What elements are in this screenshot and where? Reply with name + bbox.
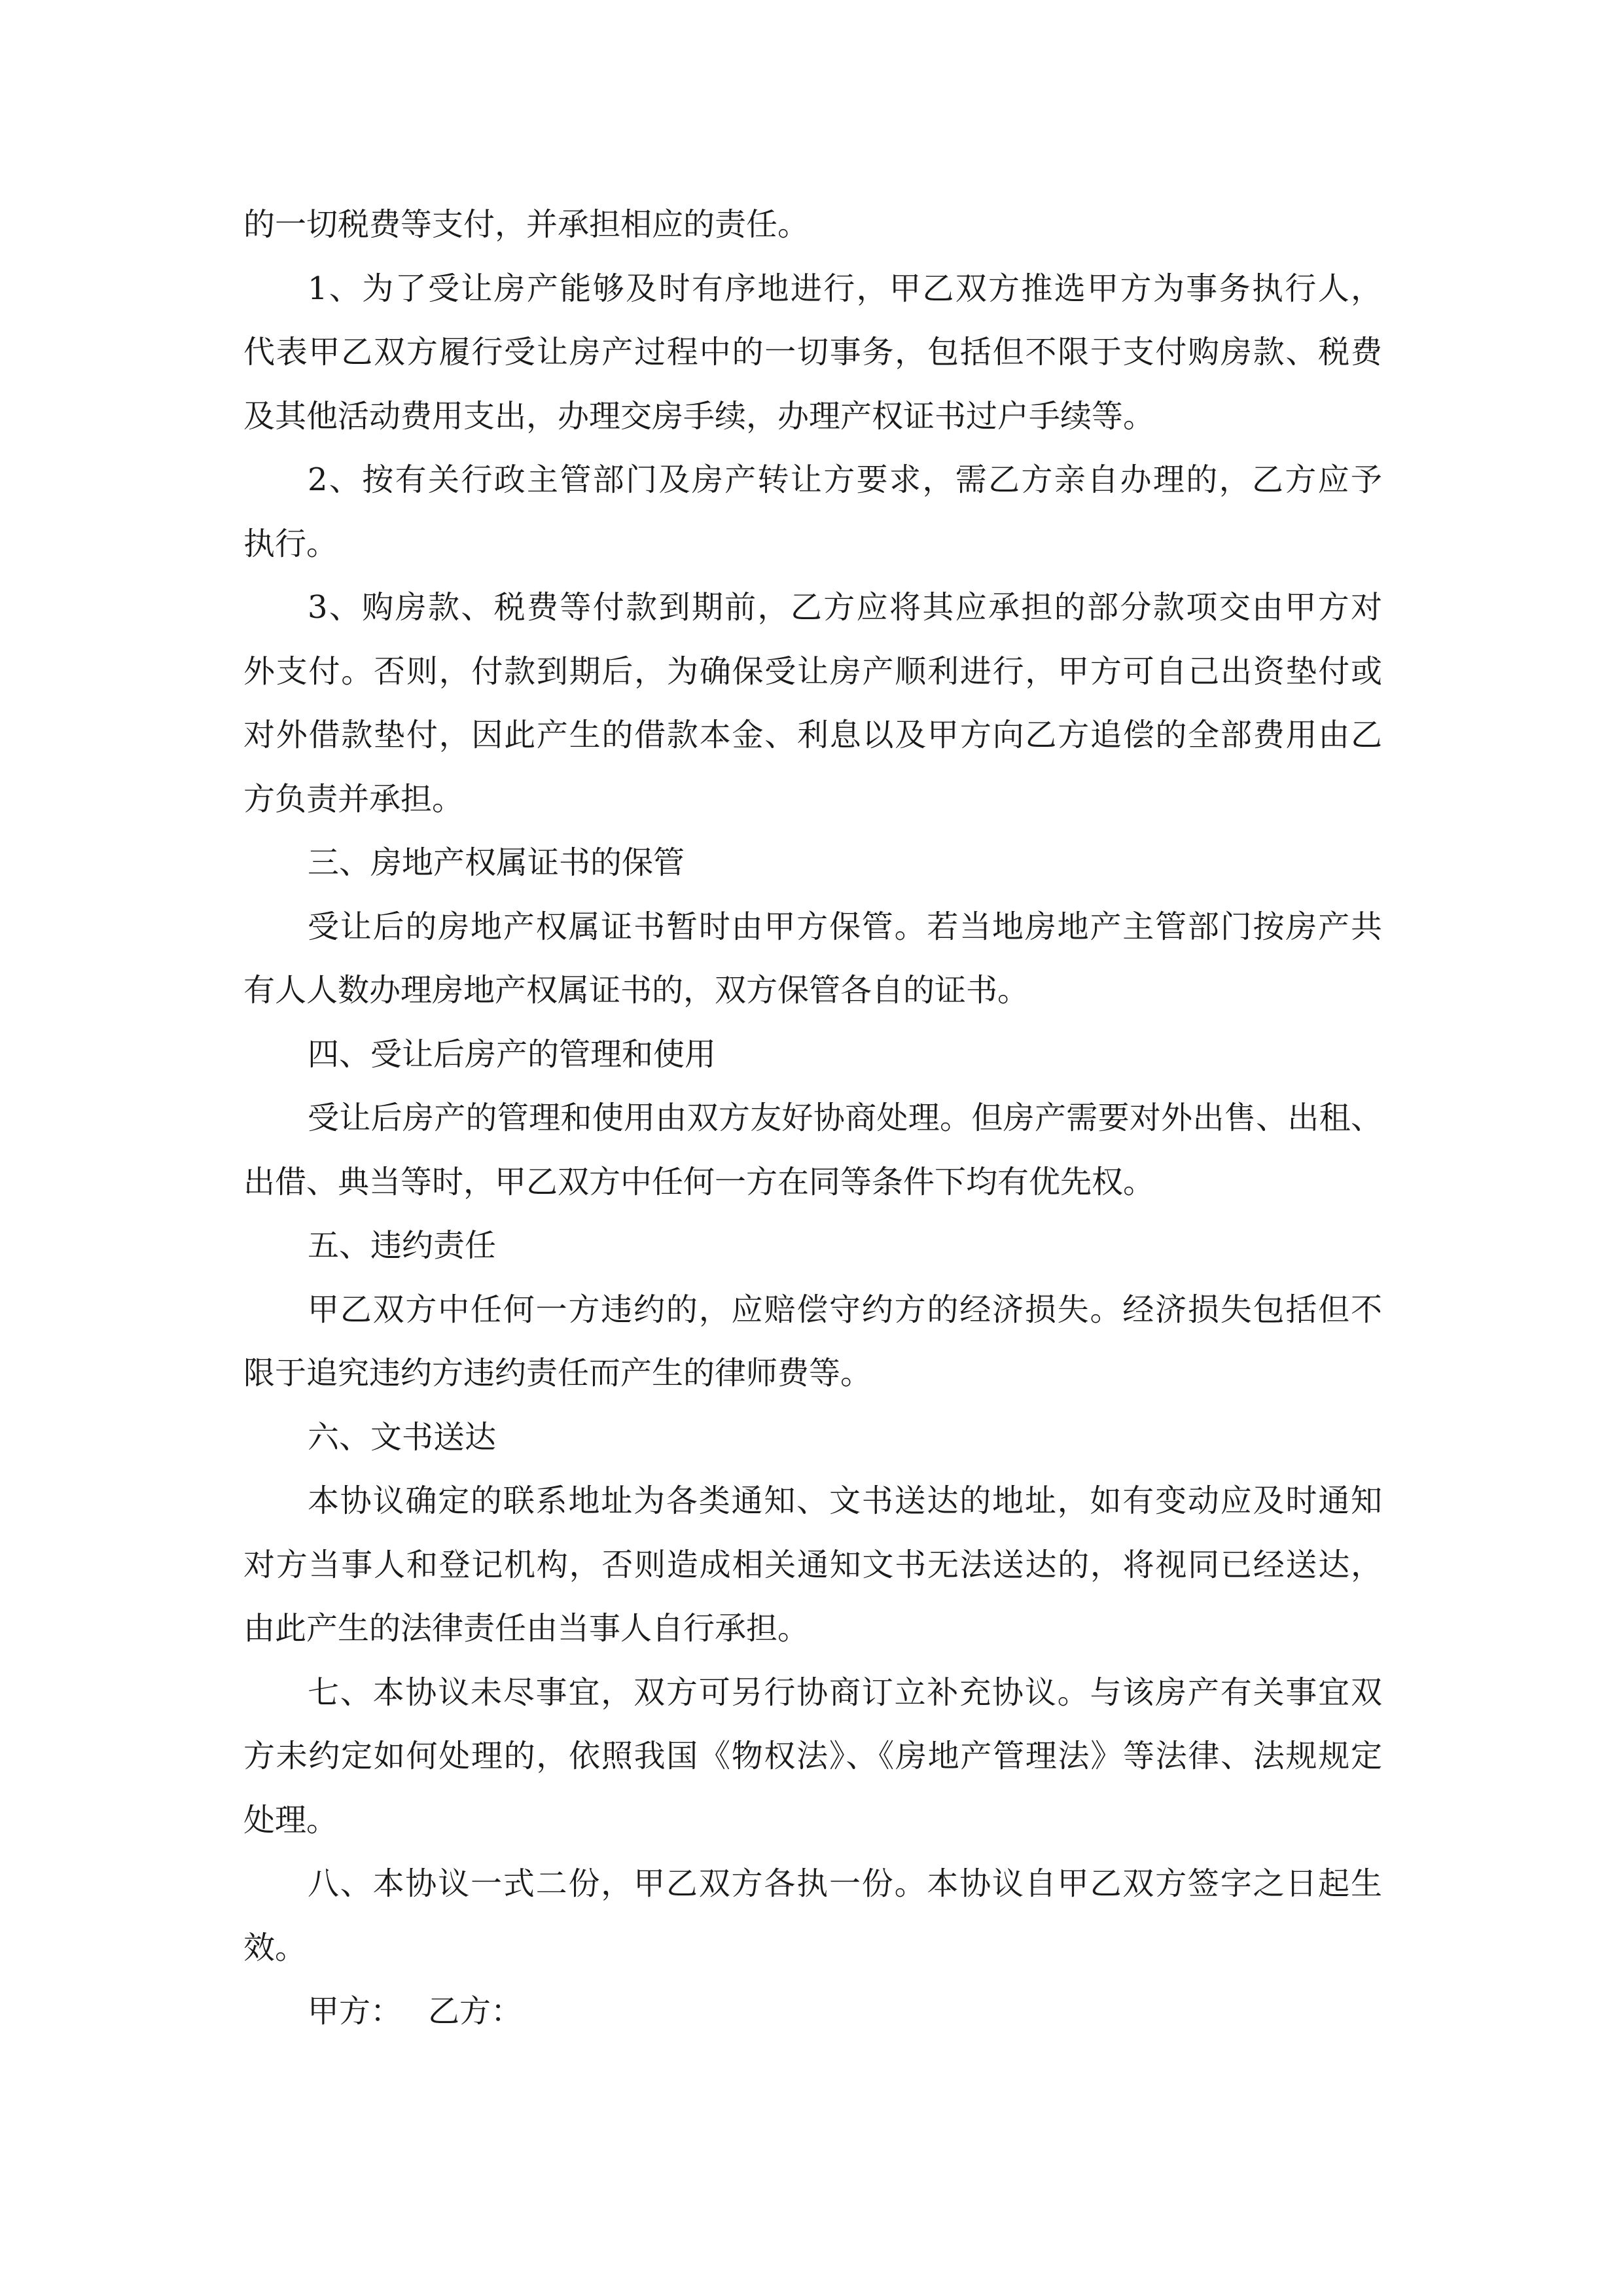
- paragraph-section-3: [243, 895, 1382, 1023]
- text-line: 受让后房产的管理和使用由双方友好协商处理。但房产需要对外出售、出租、: [308, 1100, 1382, 1136]
- text-line: 甲乙双方中任何一方违约的，应赔偿守约方的经济损失。经济损失包括但不: [308, 1291, 1382, 1328]
- text-line: 七、本协议未尽事宜，双方可另行协商订立补充协议。与该房产有关事宜双: [308, 1674, 1382, 1711]
- paragraph-clause-1: [243, 257, 1382, 449]
- paragraph-section-5: [243, 1278, 1382, 1406]
- text-line: 1、为了受让房产能够及时有序地进行，甲乙双方推选甲方为事务执行人，: [308, 270, 1382, 307]
- heading-section-4: [243, 1023, 1382, 1087]
- signature-line: [243, 1980, 1382, 2044]
- paragraph-clause-3: [243, 576, 1382, 831]
- text-line: 有人人数办理房地产权属证书的，双方保管各自的证书。: [243, 972, 1029, 1009]
- text-line: 出借、典当等时，甲乙双方中任何一方在同等条件下均有优先权。: [243, 1163, 1155, 1200]
- text-line: 限于追究违约方违约责任而产生的律师费等。: [243, 1355, 872, 1391]
- text-line: 执行。: [243, 525, 338, 562]
- text-line: 外支付。否则，付款到期后，为确保受让房产顺利进行，甲方可自己出资垫付或: [243, 653, 1382, 690]
- text-line: 六、文书送达: [308, 1418, 497, 1456]
- text-line: 及其他活动费用支出，办理交房手续，办理产权证书过户手续等。: [243, 397, 1155, 435]
- text-line: 对方当事人和登记机构，否则造成相关通知文书无法送达的，将视同已经送达，: [243, 1546, 1382, 1583]
- document-body: [243, 193, 1382, 2044]
- paragraph-section-6: [243, 1469, 1382, 1661]
- text-line: 效。: [243, 1929, 307, 1966]
- party-a-signature-label: 甲方：: [308, 1993, 402, 2030]
- text-line: 三、房地产权属证书的保管: [308, 844, 685, 881]
- text-line: 的一切税费等支付，并承担相应的责任。: [243, 206, 810, 243]
- paragraph-section-4: [243, 1086, 1382, 1214]
- party-b-signature-label: 乙方：: [428, 1993, 523, 2030]
- paragraph-continuation: [243, 193, 1382, 257]
- text-line: 代表甲乙双方履行受让房产过程中的一切事务，包括但不限于支付购房款、税费: [243, 334, 1382, 370]
- text-line: 对外借款垫付，因此产生的借款本金、利息以及甲方向乙方追偿的全部费用由乙: [243, 717, 1382, 753]
- text-line: 四、受让后房产的管理和使用: [308, 1035, 717, 1073]
- text-line: 方未约定如何处理的，依照我国《物权法》、《房地产管理法》等法律、法规规定: [243, 1738, 1382, 1774]
- text-line: 本协议确定的联系地址为各类通知、文书送达的地址，如有变动应及时通知: [308, 1482, 1382, 1519]
- text-line: 受让后的房地产权属证书暂时由甲方保管。若当地房地产主管部门按房产共: [308, 908, 1382, 945]
- text-line: 方负责并承担。: [243, 780, 464, 817]
- heading-section-5: [243, 1214, 1382, 1278]
- heading-section-3: [243, 831, 1382, 895]
- text-line: 2、按有关行政主管部门及房产转让方要求，需乙方亲自办理的，乙方应予: [308, 461, 1382, 498]
- paragraph-section-8: [243, 1852, 1382, 1980]
- text-line: 由此产生的法律责任由当事人自行承担。: [243, 1610, 810, 1647]
- heading-section-6: [243, 1406, 1382, 1470]
- text-line: 处理。: [243, 1801, 338, 1839]
- paragraph-clause-2: [243, 448, 1382, 576]
- text-line: 五、违约责任: [308, 1227, 497, 1264]
- text-line: 3、购房款、税费等付款到期前，乙方应将其应承担的部分款项交由甲方对: [308, 589, 1382, 626]
- paragraph-section-7: [243, 1661, 1382, 1853]
- text-line: 八、本协议一式二份，甲乙双方各执一份。本协议自甲乙双方签字之日起生: [308, 1865, 1382, 1902]
